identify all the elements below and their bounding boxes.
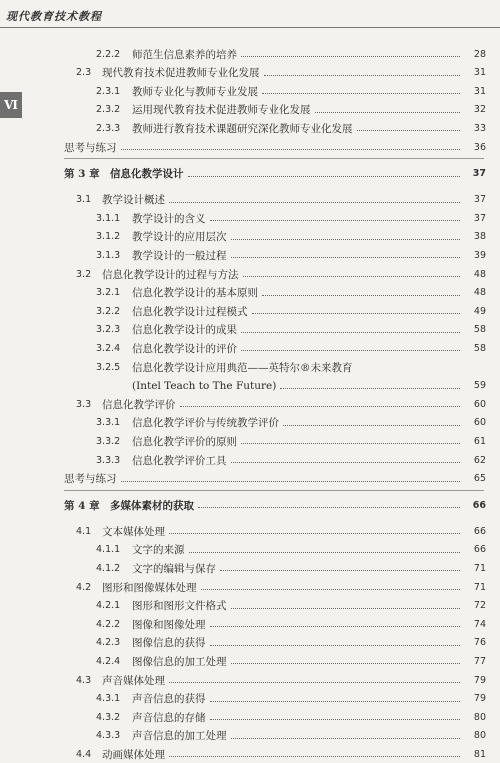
entry-label <box>76 397 176 412</box>
dot-leader <box>231 461 461 463</box>
page-number: 66 <box>473 525 486 537</box>
entry-label <box>64 140 117 155</box>
toc-entry <box>0 284 500 302</box>
toc-entry <box>0 541 500 559</box>
entry-label <box>96 229 227 244</box>
toc-entry <box>0 634 500 652</box>
section-entry <box>0 265 500 283</box>
dot-leader <box>210 700 461 702</box>
entry-number: 3.1.1 <box>96 212 121 224</box>
section-entry <box>0 745 500 763</box>
page-number: 37 <box>473 212 486 224</box>
dot-leader <box>241 331 460 333</box>
page-number: 37 <box>472 168 486 180</box>
dot-leader <box>315 111 461 113</box>
toc-entry <box>0 82 500 100</box>
toc-entry <box>0 690 500 708</box>
dot-leader <box>180 405 461 407</box>
entry-number: 3.3 <box>76 398 92 410</box>
entry-label <box>96 561 216 576</box>
entry-label <box>76 192 165 207</box>
dot-leader <box>243 275 461 277</box>
section-entry <box>0 64 500 82</box>
page-number: 61 <box>473 435 486 447</box>
section-divider <box>64 158 484 159</box>
entry-label <box>76 65 260 80</box>
dot-leader <box>198 506 460 508</box>
entry-title: 教学设计的应用层次 <box>132 231 227 244</box>
entry-title: 信息化教学评价的原则 <box>132 435 237 448</box>
entry-title: 教师进行教育技术课题研究深化教师专业化发展 <box>132 122 353 135</box>
toc-entry <box>0 302 500 320</box>
entry-number: 3.1 <box>76 194 92 206</box>
entry-number: 2.3 <box>76 67 92 79</box>
entry-number: 2.3.1 <box>96 85 121 97</box>
entry-label <box>96 598 227 613</box>
entry-title: 图像信息的获得 <box>132 637 206 650</box>
entry-title: 教师专业化与教师专业发展 <box>132 85 258 98</box>
entry-label <box>96 285 258 300</box>
entry-label <box>96 380 276 392</box>
entry-title: 信息化教学评价与传统教学评价 <box>132 417 279 430</box>
toc-entry <box>0 652 500 670</box>
page-number-tab: Ⅵ <box>0 92 22 118</box>
entry-number: 第 3 章 <box>64 168 100 181</box>
chapter-entry <box>0 496 500 514</box>
entry-number: 4.3 <box>76 674 92 686</box>
entry-title: 声音信息的获得 <box>132 693 206 706</box>
entry-title: (Intel Teach to The Future) <box>132 379 277 392</box>
entry-title: 教学设计的一般过程 <box>132 249 227 262</box>
running-header-title: 现代教育技术教程 <box>6 10 102 23</box>
page-number: 28 <box>473 48 486 60</box>
entry-number: 3.1.3 <box>96 249 121 261</box>
entry-label <box>76 673 165 688</box>
page-number: 66 <box>473 544 486 556</box>
dot-leader <box>169 201 460 203</box>
entry-number: 4.3.2 <box>96 711 121 723</box>
entry-number: 3.1.2 <box>96 231 121 243</box>
page-number: 33 <box>473 122 486 134</box>
dot-leader <box>264 74 461 76</box>
entry-number: 3.3.2 <box>96 435 121 447</box>
dot-leader <box>189 551 461 553</box>
page-number: 31 <box>473 85 486 97</box>
entry-number: 2.2.2 <box>96 48 121 60</box>
dot-leader <box>283 424 460 426</box>
entry-label <box>96 211 206 226</box>
entry-title: 现代教育技术促进教师专业化发展 <box>102 67 260 80</box>
page-number: 74 <box>473 618 486 630</box>
dot-leader <box>357 129 461 131</box>
page-number: 59 <box>473 380 486 392</box>
entry-label <box>96 542 185 557</box>
chapter-entry <box>0 165 500 183</box>
entry-label <box>96 617 206 632</box>
entry-label <box>64 166 184 181</box>
entry-label <box>96 635 206 650</box>
entry-title: 文本媒体处理 <box>102 525 165 538</box>
entry-number: 4.3.1 <box>96 693 121 705</box>
entry-label <box>96 304 248 319</box>
page-number: 79 <box>473 693 486 705</box>
entry-number: 3.2 <box>76 268 92 280</box>
toc-entry <box>0 358 500 376</box>
entry-number: 4.2.4 <box>96 655 121 667</box>
entry-label <box>96 691 206 706</box>
entry-label <box>96 248 227 263</box>
entry-title: 运用现代教育技术促进教师专业化发展 <box>132 104 311 117</box>
page-number: 76 <box>473 637 486 649</box>
entry-title: 师范生信息素养的培养 <box>132 48 237 61</box>
entry-title: 思考与练习 <box>64 473 117 486</box>
entry-number: 3.2.2 <box>96 305 121 317</box>
page-number: 39 <box>473 249 486 261</box>
section-entry <box>0 671 500 689</box>
entry-title: 图形和图像媒体处理 <box>102 581 197 594</box>
entry-title: 信息化教学设计的基本原则 <box>132 287 258 300</box>
entry-number: 4.1.2 <box>96 562 121 574</box>
entry-label <box>96 341 237 356</box>
dot-leader <box>231 737 461 739</box>
entry-title: 信息化教学设计的过程与方法 <box>102 268 239 281</box>
page-number: 58 <box>473 342 486 354</box>
entry-label <box>96 322 237 337</box>
page-number: 62 <box>473 454 486 466</box>
entry-title: 声音媒体处理 <box>102 674 165 687</box>
page-number: 65 <box>473 473 486 485</box>
entry-number: 3.2.5 <box>96 361 121 373</box>
dot-leader <box>210 219 461 221</box>
toc-entry <box>0 339 500 357</box>
entry-title: 信息化教学设计的成果 <box>132 324 237 337</box>
section-entry <box>0 522 500 540</box>
entry-label <box>96 434 237 449</box>
entry-number: 2.3.3 <box>96 122 121 134</box>
entry-title: 信息化教学评价工具 <box>132 454 227 467</box>
entry-label <box>96 654 227 669</box>
toc-entry <box>0 451 500 469</box>
entry-title: 教学设计概述 <box>102 194 165 207</box>
entry-number: 4.3.3 <box>96 730 121 742</box>
page-number: 71 <box>473 581 486 593</box>
entry-title: 信息化教学设计的评价 <box>132 342 237 355</box>
entry-number: 4.4 <box>76 748 92 760</box>
entry-title: 信息化教学设计应用典范——英特尔®未来教育 <box>132 361 353 374</box>
page-number: 49 <box>473 305 486 317</box>
toc-entry <box>0 209 500 227</box>
page-number: 60 <box>473 417 486 429</box>
entry-number: 3.3.1 <box>96 417 121 429</box>
entry-label <box>96 360 353 375</box>
entry-number: 第 4 章 <box>64 499 100 512</box>
dot-leader <box>280 387 460 389</box>
entry-title: 图像和图像处理 <box>132 618 206 631</box>
page-number: 71 <box>473 562 486 574</box>
header-rule <box>0 27 500 28</box>
entry-label <box>96 47 237 62</box>
dot-leader <box>210 718 461 720</box>
page-number: 72 <box>473 600 486 612</box>
dot-leader <box>262 92 460 94</box>
dot-leader <box>231 238 461 240</box>
dot-leader <box>201 588 461 590</box>
dot-leader <box>210 625 461 627</box>
page-number: 36 <box>473 141 486 153</box>
entry-label <box>76 747 165 762</box>
dot-leader <box>220 569 460 571</box>
page-number: 79 <box>473 674 486 686</box>
page-number: 37 <box>473 194 486 206</box>
entry-label <box>76 267 239 282</box>
toc-entry <box>0 138 500 156</box>
section-entry <box>0 191 500 209</box>
entry-number: 3.2.4 <box>96 342 121 354</box>
toc-entry <box>0 101 500 119</box>
entry-title: 教学设计的含义 <box>132 212 206 225</box>
toc-entry <box>0 727 500 745</box>
entry-title: 思考与练习 <box>64 141 117 154</box>
dot-leader <box>231 662 461 664</box>
entry-number: 3.2.3 <box>96 324 121 336</box>
dot-leader <box>169 755 460 757</box>
page-number: 77 <box>473 655 486 667</box>
page-number: 81 <box>473 748 486 760</box>
dot-leader <box>231 607 461 609</box>
page-number: 31 <box>473 67 486 79</box>
toc-entry <box>0 559 500 577</box>
entry-title: 图像信息的加工处理 <box>132 655 227 668</box>
toc-entry <box>0 597 500 615</box>
entry-number: 2.3.2 <box>96 104 121 116</box>
entry-number: 4.2.3 <box>96 637 121 649</box>
entry-title: 信息化教学设计过程模式 <box>132 305 248 318</box>
entry-title: 文字的编辑与保存 <box>132 562 216 575</box>
dot-leader <box>210 644 461 646</box>
dot-leader <box>121 480 461 482</box>
dot-leader <box>231 256 461 258</box>
entry-title: 文字的来源 <box>132 544 185 557</box>
dot-leader <box>241 442 460 444</box>
toc-entry <box>0 414 500 432</box>
entry-number: 3.3.3 <box>96 454 121 466</box>
page-number: 66 <box>472 499 486 511</box>
entry-label <box>96 84 258 99</box>
toc-entry <box>0 119 500 137</box>
entry-number: 4.1.1 <box>96 544 121 556</box>
entry-label <box>96 121 353 136</box>
entry-label <box>96 415 279 430</box>
section-entry <box>0 395 500 413</box>
entry-label <box>64 471 117 486</box>
entry-label <box>76 524 165 539</box>
toc-entry <box>0 432 500 450</box>
entry-number: 4.2 <box>76 581 92 593</box>
entry-number: 4.1 <box>76 525 92 537</box>
dot-leader <box>188 175 461 177</box>
toc-entry <box>0 321 500 339</box>
page-number: 58 <box>473 324 486 336</box>
entry-label <box>96 710 206 725</box>
entry-label <box>64 498 194 513</box>
toc-entry <box>0 470 500 488</box>
entry-title: 图形和图形文件格式 <box>132 600 227 613</box>
entry-number: 4.2.2 <box>96 618 121 630</box>
entry-title: 动画媒体处理 <box>102 748 165 761</box>
entry-label <box>76 580 197 595</box>
entry-title: 多媒体素材的获取 <box>110 499 194 512</box>
toc-entry <box>0 615 500 633</box>
dot-leader <box>121 148 461 150</box>
section-divider <box>64 490 484 491</box>
dot-leader <box>241 349 460 351</box>
entry-title: 声音信息的存储 <box>132 711 206 724</box>
page-number: 32 <box>473 104 486 116</box>
entry-number: 4.2.1 <box>96 600 121 612</box>
entry-title: 信息化教学评价 <box>102 398 176 411</box>
entry-label <box>96 453 227 468</box>
toc-entry <box>0 708 500 726</box>
toc-entry <box>0 246 500 264</box>
entry-number: 3.2.1 <box>96 287 121 299</box>
page-number: 38 <box>473 231 486 243</box>
entry-title: 信息化教学设计 <box>110 168 184 181</box>
entry-label <box>96 102 311 117</box>
entry-label <box>96 728 227 743</box>
page-number: 48 <box>473 268 486 280</box>
page-number: 48 <box>473 287 486 299</box>
toc-entry <box>0 228 500 246</box>
page-number: 60 <box>473 398 486 410</box>
dot-leader <box>262 294 460 296</box>
dot-leader <box>169 681 460 683</box>
entry-title: 声音信息的加工处理 <box>132 730 227 743</box>
dot-leader <box>252 312 461 314</box>
page-number: 80 <box>473 711 486 723</box>
page-number: 80 <box>473 730 486 742</box>
toc-entry <box>0 45 500 63</box>
section-entry <box>0 578 500 596</box>
dot-leader <box>241 55 460 57</box>
dot-leader <box>169 532 460 534</box>
toc-entry <box>0 377 500 395</box>
